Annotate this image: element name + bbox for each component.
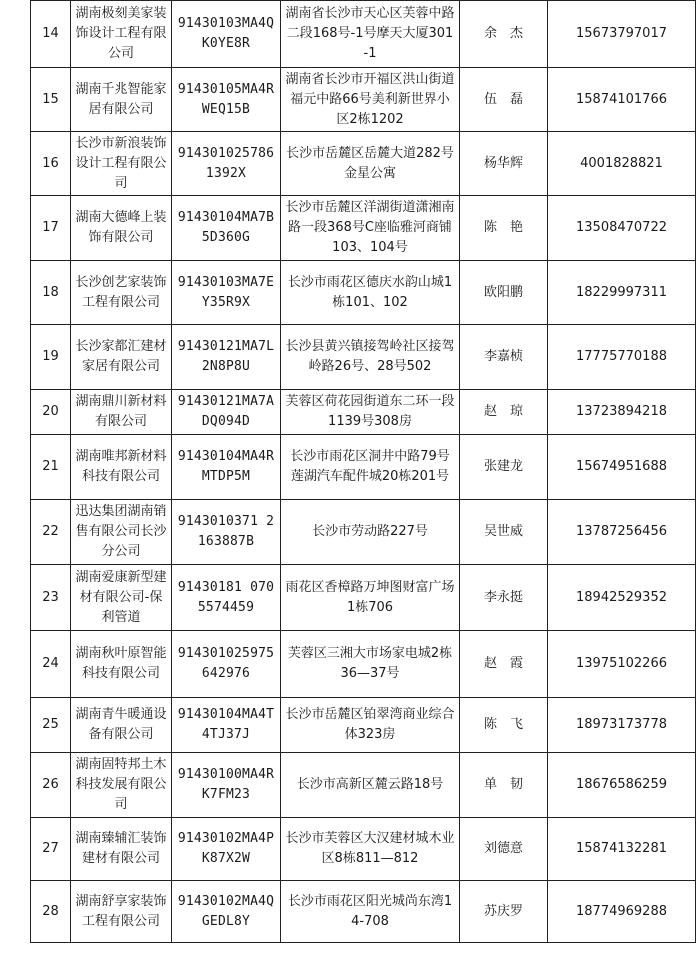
row-number: 27 [31, 818, 71, 881]
contact-person: 张建龙 [460, 435, 548, 500]
company-name: 湖南鼎川新材料有限公司 [71, 390, 172, 435]
row-number: 26 [31, 753, 71, 818]
table-row [31, 698, 696, 753]
company-address: 长沙市芙蓉区大汉建材城木业区8栋811—812 [281, 818, 460, 881]
row-number: 17 [31, 196, 71, 261]
contact-phone: 15874132281 [548, 818, 696, 881]
table-row [31, 565, 696, 631]
company-address: 长沙市岳麓区岳麓大道282号金星公寓 [281, 132, 460, 196]
company-table [30, 0, 696, 943]
contact-person: 苏庆罗 [460, 881, 548, 943]
contact-person: 李嘉桢 [460, 325, 548, 390]
contact-phone: 15874101766 [548, 68, 696, 132]
contact-person: 刘德意 [460, 818, 548, 881]
company-address: 长沙市劳动路227号 [281, 500, 460, 565]
company-name: 湖南唯邦新材料科技有限公司 [71, 435, 172, 500]
row-number: 21 [31, 435, 71, 500]
company-address: 芙蓉区荷花园街道东二环一段1139号308房 [281, 390, 460, 435]
credit-code: 91430102MA4QGEDL8Y [172, 881, 281, 943]
credit-code: 91430104MA7B5D360G [172, 196, 281, 261]
company-address: 雨花区香樟路万坤图财富广场1栋706 [281, 565, 460, 631]
contact-phone: 15673797017 [548, 1, 696, 68]
credit-code: 91430104MA4RMTDP5M [172, 435, 281, 500]
table-row [31, 261, 696, 325]
company-name: 湖南青牛暖通设备有限公司 [71, 698, 172, 753]
company-name: 长沙家都汇建材家居有限公司 [71, 325, 172, 390]
credit-code: 91430102MA4PK87X2W [172, 818, 281, 881]
row-number: 25 [31, 698, 71, 753]
contact-person: 陈 艳 [460, 196, 548, 261]
contact-phone: 18774969288 [548, 881, 696, 943]
row-number: 14 [31, 1, 71, 68]
table-row [31, 818, 696, 881]
table-body [31, 1, 696, 943]
credit-code: 914301025975 642976 [172, 631, 281, 698]
table-row [31, 132, 696, 196]
table-row [31, 68, 696, 132]
company-address: 长沙市雨花区阳光城尚东湾14-708 [281, 881, 460, 943]
contact-phone: 4001828821 [548, 132, 696, 196]
table-row [31, 753, 696, 818]
row-number: 16 [31, 132, 71, 196]
contact-phone: 15674951688 [548, 435, 696, 500]
credit-code: 91430104MA4T4TJ37J [172, 698, 281, 753]
company-address: 长沙市雨花区德庆水韵山城1栋101、102 [281, 261, 460, 325]
company-address: 长沙县黄兴镇接驾岭社区接驾岭路26号、28号502 [281, 325, 460, 390]
table-row [31, 435, 696, 500]
contact-phone: 13975102266 [548, 631, 696, 698]
company-name: 湖南舒享家装饰工程有限公司 [71, 881, 172, 943]
contact-person: 余 杰 [460, 1, 548, 68]
document-page [30, 0, 695, 943]
table-row [31, 325, 696, 390]
table-row [31, 500, 696, 565]
credit-code: 91430105MA4RWEQ15B [172, 68, 281, 132]
company-name: 湖南爱康新型建材有限公司-保利管道 [71, 565, 172, 631]
company-name: 迅达集团湖南销售有限公司长沙分公司 [71, 500, 172, 565]
company-address: 湖南省长沙市开福区洪山街道福元中路66号美利新世界小区2栋1202 [281, 68, 460, 132]
row-number: 28 [31, 881, 71, 943]
company-name: 湖南秋叶原智能科技有限公司 [71, 631, 172, 698]
contact-person: 李永挺 [460, 565, 548, 631]
contact-person: 伍 磊 [460, 68, 548, 132]
table-row [31, 390, 696, 435]
row-number: 19 [31, 325, 71, 390]
row-number: 24 [31, 631, 71, 698]
row-number: 23 [31, 565, 71, 631]
contact-phone: 18229997311 [548, 261, 696, 325]
contact-person: 杨华辉 [460, 132, 548, 196]
contact-phone: 18942529352 [548, 565, 696, 631]
credit-code: 9143010371 2163887B [172, 500, 281, 565]
contact-person: 欧阳鹏 [460, 261, 548, 325]
contact-person: 赵 霞 [460, 631, 548, 698]
credit-code: 91430103MA4QK0YE8R [172, 1, 281, 68]
company-address: 芙蓉区三湘大市场家电城2栋36—37号 [281, 631, 460, 698]
table-row [31, 631, 696, 698]
credit-code: 91430103MA7EY35R9X [172, 261, 281, 325]
contact-person: 吴世威 [460, 500, 548, 565]
credit-code: 914301025786 1392X [172, 132, 281, 196]
contact-phone: 18973173778 [548, 698, 696, 753]
contact-person: 陈 飞 [460, 698, 548, 753]
contact-person: 赵 琼 [460, 390, 548, 435]
company-name: 湖南固特邦土木科技发展有限公司 [71, 753, 172, 818]
credit-code: 91430181 0705574459 [172, 565, 281, 631]
company-name: 长沙创艺家装饰工程有限公司 [71, 261, 172, 325]
row-number: 15 [31, 68, 71, 132]
company-name: 湖南大德峰上装饰有限公司 [71, 196, 172, 261]
contact-phone: 13508470722 [548, 196, 696, 261]
company-address: 长沙市岳麓区洋湖街道潇湘南路一段368号C座临雅河商铺103、104号 [281, 196, 460, 261]
company-address: 湖南省长沙市天心区芙蓉中路二段168号-1号摩天大厦301-1 [281, 1, 460, 68]
row-number: 22 [31, 500, 71, 565]
contact-person: 单 韧 [460, 753, 548, 818]
credit-code: 91430100MA4RK7FM23 [172, 753, 281, 818]
row-number: 18 [31, 261, 71, 325]
company-name: 湖南极刻美家装饰设计工程有限公司 [71, 1, 172, 68]
company-address: 长沙市高新区麓云路18号 [281, 753, 460, 818]
contact-phone: 13787256456 [548, 500, 696, 565]
contact-phone: 18676586259 [548, 753, 696, 818]
credit-code: 91430121MA7ADQ094D [172, 390, 281, 435]
credit-code: 91430121MA7L2N8P8U [172, 325, 281, 390]
row-number: 20 [31, 390, 71, 435]
contact-phone: 13723894218 [548, 390, 696, 435]
company-name: 长沙市新浪装饰设计工程有限公司 [71, 132, 172, 196]
table-row [31, 881, 696, 943]
company-address: 长沙市岳麓区铂翠湾商业综合体323房 [281, 698, 460, 753]
company-name: 湖南千兆智能家居有限公司 [71, 68, 172, 132]
table-row [31, 196, 696, 261]
contact-phone: 17775770188 [548, 325, 696, 390]
table-row [31, 1, 696, 68]
company-name: 湖南臻辅汇装饰建材有限公司 [71, 818, 172, 881]
company-address: 长沙市雨花区洞井中路79号莲湖汽车配件城20栋201号 [281, 435, 460, 500]
